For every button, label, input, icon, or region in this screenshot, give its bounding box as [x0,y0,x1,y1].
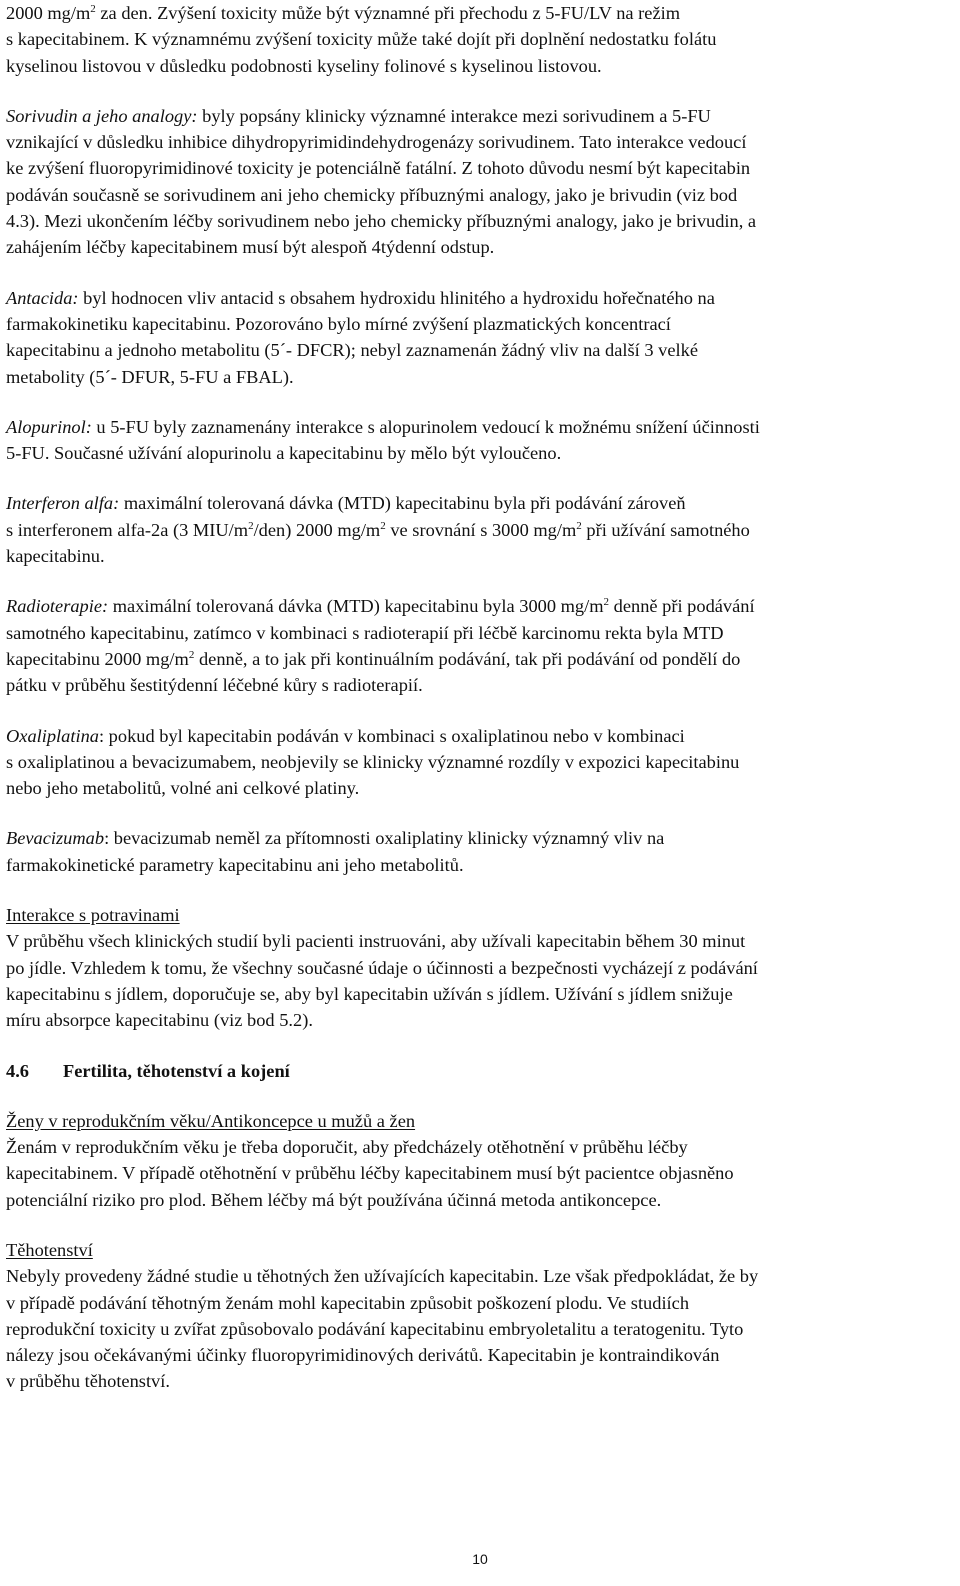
antacida-term: Antacida: [6,287,79,308]
text-line: Ženám v reprodukčním věku je třeba doporučit, aby předcházely otěhotnění v průběhu léčby [6,1137,688,1158]
text-line: 5-FU. Současné užívání alopurinolu a kapecitabinu by mělo být vyloučeno. [6,443,562,464]
text-line: v případě podávání těhotným ženám mohl kapecitabin způsobit poškození plodu. Ve studiích [6,1292,690,1313]
bevacizumab-paragraph [6,825,950,878]
potraviny-section [6,902,950,1033]
radioterapie-term: Radioterapie: [6,596,109,617]
subsection-heading: Interakce s potravinami [6,905,180,926]
sorivudin-paragraph [6,103,950,261]
text-line: po jídle. Vzhledem k tomu, že všechny současné údaje o účinnosti a bezpečnosti vycházejí z podávání [6,957,758,978]
section-heading [6,1058,950,1084]
text-line: Antacida: byl hodnocen vliv antacid s obsahem hydroxidu hlinitého a hydroxidu hořečnatého na [6,287,715,308]
text-line: v průběhu těhotenství. [6,1371,170,1392]
text-line: kapecitabinem. V případě otěhotnění v průběhu léčby kapecitabinem musí být pacientce objasněno [6,1163,734,1184]
subsection-heading: Těhotenství [6,1239,93,1260]
text-line: s interferonem alfa-2a (3 MIU/$m^2/den$) 2000 $mg/m^2$ ve srovnání s 3000 $mg/m^2$ při užívání samotného [6,519,750,540]
text-line: s oxaliplatinou a bevacizumabem, neobjevily se klinicky významné rozdíly v expozici kapecitabinu [6,751,740,772]
text-line: 4.3). Mezi ukončením léčby sorivudinem nebo jeho chemicky příbuznými analogy, jako je brivudin, a [6,211,757,232]
text-line: pátku v průběhu šestitýdenní léčebné kůry s radioterapií. [6,675,423,696]
intro-paragraph [6,0,950,79]
text-line: samotného kapecitabinu, zatímco v kombinaci s radioterapií při léčbě karcinomu rekta byla MTD [6,622,724,643]
text-line: ke zvýšení fluoropyrimidinové toxicity je potenciálně fatální. Z tohoto důvodu nesmí být kapecitabin [6,158,751,179]
text-line: kapecitabinu s jídlem, doporučuje se, aby byl kapecitabin užíván s jídlem. Užívání s jídlem snižuje [6,983,733,1004]
text-line: farmakokinetické parametry kapecitabinu ani jeho metabolitů. [6,854,464,875]
text-line: Oxaliplatina: pokud byl kapecitabin podáván v kombinaci s oxaliplatinou nebo v kombinaci [6,725,685,746]
text-line: Radioterapie: maximální tolerovaná dávka (MTD) kapecitabinu byla 3000 $mg/m^2$ denně při podávání [6,596,755,617]
text-line: nebo jeho metabolitů, volné ani celkové platiny. [6,778,360,799]
sorivudin-term: Sorivudin a jeho analogy: [6,105,198,126]
text-line: V průběhu všech klinických studií byli pacienti instruováni, aby užívali kapecitabin během 30 minut [6,931,746,952]
text-line: potenciální riziko pro plod. Během léčby má být používána účinná metoda antikoncepce. [6,1189,662,1210]
text-line: zahájením léčby kapecitabinem musí být alespoň 4týdenní odstup. [6,237,495,258]
bevacizumab-term: Bevacizumab [6,828,105,849]
text-line: kyselinou listovou v důsledku podobnosti kyseliny folinové s kyselinou listovou. [6,55,602,76]
oxaliplatina-paragraph [6,723,950,802]
text-line: Bevacizumab: bevacizumab neměl za přítomnosti oxaliplatiny klinicky významný vliv na [6,828,665,849]
subsection-heading: Ženy v reprodukčním věku/Antikoncepce u mužů a žen [6,1110,416,1131]
text-line: metabolity (5´- DFUR, 5-FU a FBAL). [6,366,294,387]
text-line: míru absorpce kapecitabinu (viz bod 5.2). [6,1010,313,1031]
interferon-term: Interferon alfa: [6,493,120,514]
text-line: kapecitabinu 2000 $mg/m^2$ denně, a to jak při kontinuálním podávání, tak při podávání od pondělí do [6,648,741,669]
alopurinol-paragraph [6,414,950,467]
radioterapie-paragraph [6,593,950,698]
text-line: Interferon alfa: maximální tolerovaná dávka (MTD) kapecitabinu byla při podávání zároveň [6,493,686,514]
oxaliplatina-term: Oxaliplatina [6,725,99,746]
text-line: 2000 $mg/m^2$ za den. Zvýšení toxicity může být významné při přechodu z 5-FU/LV na režim [6,3,681,23]
text-line: Sorivudin a jeho analogy: byly popsány klinicky významné interakce mezi sorivudinem a 5-FU [6,105,711,126]
text-line: farmakokinetiku kapecitabinu. Pozorováno bylo mírné zvýšení plazmatických koncentrací [6,313,671,334]
text-line: s kapecitabinem. K významnému zvýšení toxicity může také dojít při doplnění nedostatku folátu [6,29,717,50]
text-line: Alopurinol: u 5-FU byly zaznamenány interakce s alopurinolem vedoucí k možnému snížení účinnosti [6,416,760,437]
text-line: reprodukční toxicity u zvířat způsobovalo podávání kapecitabinu embryoletalitu a teratogenitu. Tyto [6,1318,744,1339]
document-page [6,0,950,1395]
text-line: nálezy jsou očekávanými účinky fluoropyrimidinových derivátů. Kapecitabin je kontraindikován [6,1345,720,1366]
page-number: 10 [472,1551,488,1567]
zeny-section [6,1108,950,1213]
section-title: Fertilita, těhotenství a kojení [63,1060,290,1081]
tehotenstvi-section [6,1237,950,1395]
interferon-paragraph [6,490,950,569]
text-line: kapecitabinu a jednoho metabolitu (5´- DFCR); nebyl zaznamenán žádný vliv na další 3 velké [6,340,698,361]
text-line: podáván současně se sorivudinem ani jeho chemicky příbuznými analogy, jako je brivudin (viz bod [6,184,738,205]
text-line: vznikající v důsledku inhibice dihydropyrimidindehydrogenázy sorivudinem. Tato interakce vedoucí [6,132,747,153]
section-number: 4.6 [6,1060,29,1081]
alopurinol-term: Alopurinol: [6,416,92,437]
antacida-paragraph [6,285,950,390]
text-line: kapecitabinu. [6,546,105,567]
text-line: Nebyly provedeny žádné studie u těhotných žen užívajících kapecitabin. Lze však předpokládat, že by [6,1266,759,1287]
